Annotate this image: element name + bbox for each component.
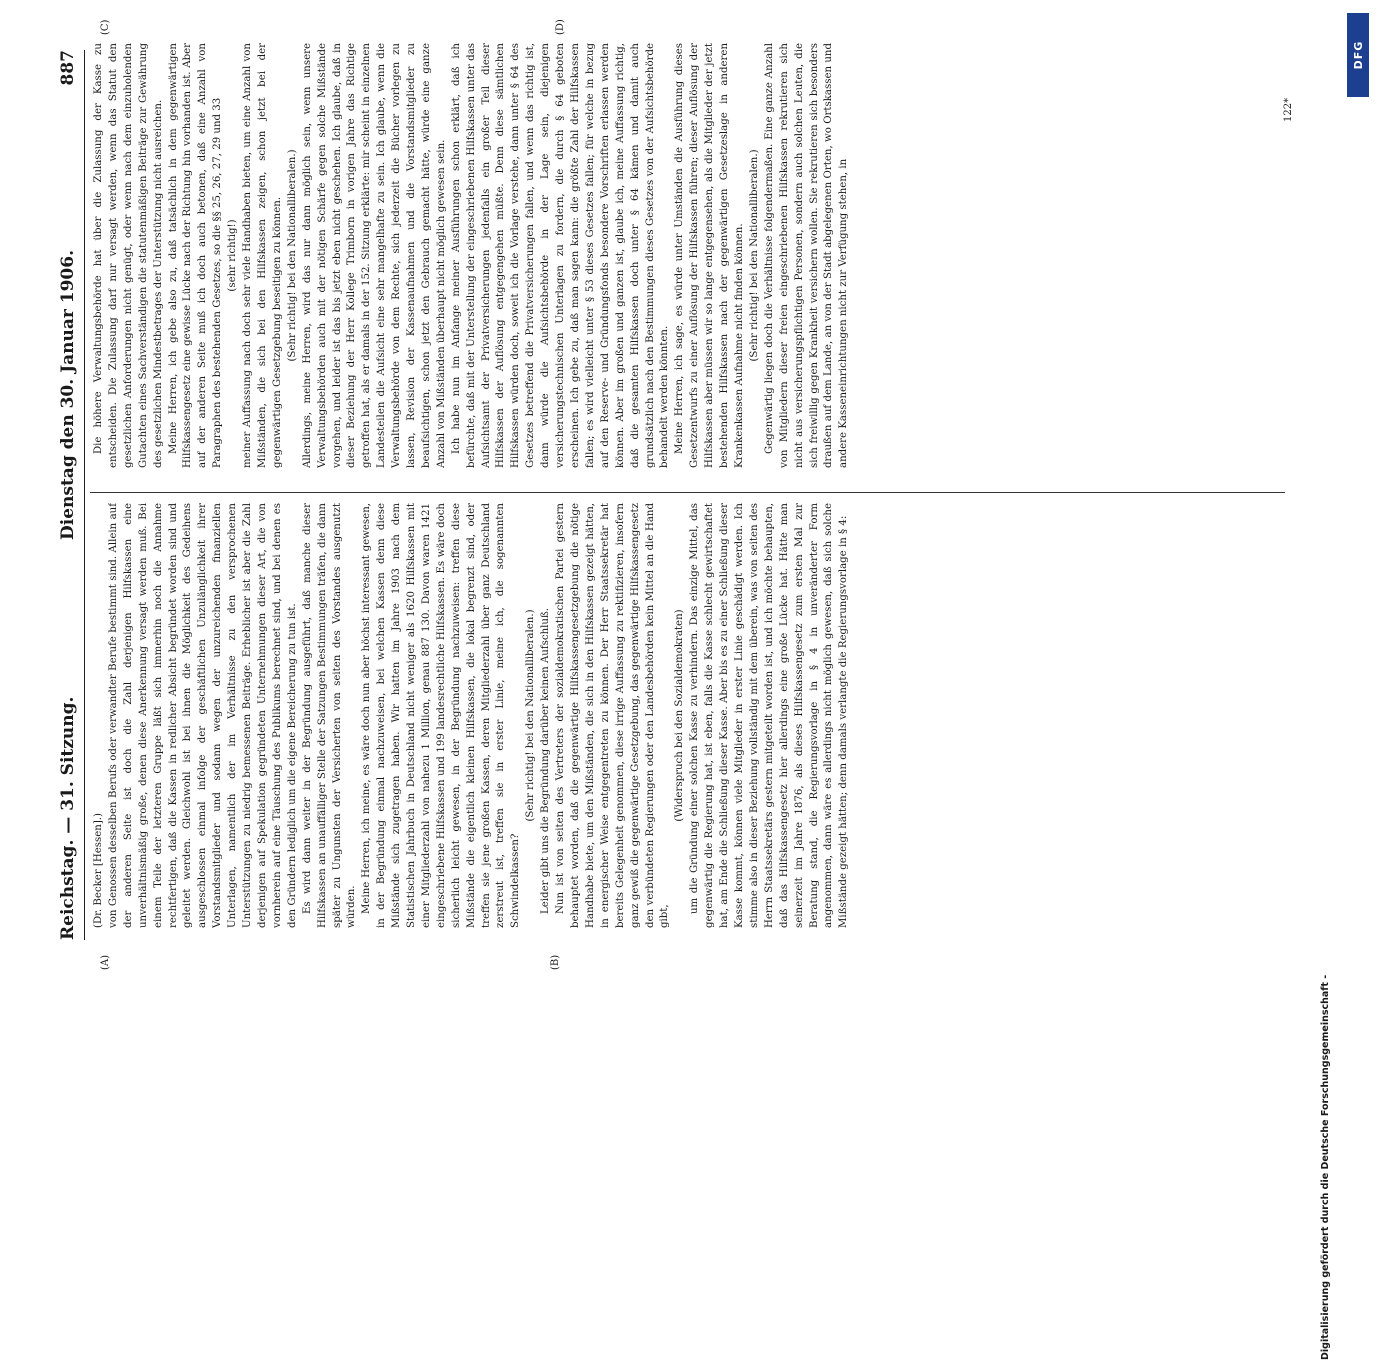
paragraph: Meine Herren, ich gebe also zu, daß tatsächlich in dem gegenwärtigen Hilfskassengesetz eine gewisse Lücke nach der Richtung hin vorhanden ist. Aber auf der anderen Seite muß ich doch auch betonen, daß eine Anzahl von Paragraphen des bestehenden Gesetzes, so die §§ 25, 26, 27, 29 und 33 [167, 43, 224, 468]
paragraph: Leider gibt uns die Begründung darüber keinen Aufschluß. [540, 608, 552, 914]
margin-marker-a: (A) [100, 954, 111, 970]
margin-marker-c: (C) [100, 19, 111, 35]
paragraph: Ich habe nun im Anfange meiner Ausführungen schon erklärt, daß ich befürchte, daß mit der Unterstellung der eingeschriebenen Hilfskassen unter das Aufsichtsamt der Privatversicherungen jedenfalls ein großer Teil dieser Hilfskassen der Auflösung entgegengehen müßte. Denn diese sämtlichen Hilfskassen würden doch, soweit ich die Vorlage verstehe, dann unter § 64 des Gesetzes betreffend die Privatversicherungen fallen, und wenn das richtig ist, dann würde die Aufsichtsbehörde in der Lage sein, diejenigen versicherungstechnischen Unterlagen zu fordern, die durch § 64 geboten erscheinen. Ich gebe zu, daß man sagen kann: die größte Zahl der Hilfskassen fallen; es wird vielleicht unter § 53 dieses Gesetzes fallen; für welche in bezug auf den Reserve- und Gründungsfonds besondere Vorschriften erlassen werden können. Aber im großen und ganzen ist, glaube ich, meine Auffassung richtig, daß die gesamten Hilfskassen doch unter § 64 kämen und damit auch grundsätzlich nach den Bestimmungen dieses Gesetzes von der Aufsichtsbehörde behandelt werden könnten. [450, 43, 671, 468]
header-rule [84, 50, 85, 940]
paragraph: (Sehr richtig! bei den Nationalliberalen.) [286, 149, 298, 362]
left-text-column [92, 503, 1282, 928]
paragraph: Die höhere Verwaltungsbehörde hat über die Zulassung der Kasse zu entscheiden. Die Zulassung darf nur versagt werden, wenn das Statut den gesetzlichen Anforderungen nicht genügt, oder wenn nach dem einzuholenden Gutachten eines Sachverständigen die statutenmäßigen Beiträge zur Gewährung des gesetzlichen Mindestbetrages der Unterstützung nicht ausreichen. [93, 43, 164, 468]
paragraph: von Genossen desselben Berufs oder verwandter Berufe bestimmt sind. Allein auf der anderen Seite ist doch die Zahl derjenigen Hilfskassen eine unverhältnismäßig große, denen diese Anerkennung versagt werden muß. Bei einem Teile der letzteren Gruppe läßt sich immerhin noch die Annahme rechtfertigen, daß die Kassen in redlicher Absicht begründet worden sind und geleitet werden. Gleichwohl ist bei ihnen die Möglichkeit des Gedeihens ausgeschlossen einmal infolge der geschäftlichen Unzulänglichkeit ihrer Vorstandsmitglieder und sodann wegen der unzureichenden finanziellen Unterlagen, namentlich der im Verhältnisse zu den versprochenen Unterstützungen zu niedrig bemessenen Beiträge. Erheblicher ist aber die Zahl derjenigen auf Spekulation gegründeten Unternehmungen dieser Art, die von vornherein auf eine Täuschung des Publikums berechnet sind, und bei denen es den Gründern lediglich um die eigene Bereicherung zu tun ist. [107, 503, 298, 928]
paragraph: um die Gründung einer solchen Kasse zu verhindern. Das einzige Mittel, das gegenwärtig die Regierung hat, ist eben, falls die Kasse schlecht gewirtschaftet hat, am Ende die Schließung dieser Kasse. Aber bis es zu einer Schließung dieser Kasse kommt, können viele Mitglieder in erster Linie geschädigt werden. Ich stimme also in dieser Beziehung vollständig mit dem überein, was von seiten des Herrn Staatssekretärs gestern mitgeteilt worden ist, und ich möchte behaupten, daß das Hilfskassengesetz hier allerdings eine große Lücke hat. Hätte man seinerzeit im Jahre 1876, als dieses Hilfskassengesetz zum ersten Mal zur Beratung stand, die Regierungsvorlage in § 4 in unveränderter Form angenommen, dann wäre es allerdings nicht möglich gewesen, daß sich solche Mißstände gezeigt hätten; denn damals verlangte die Regierungsvorlage in § 4: [689, 503, 850, 928]
page-header [58, 50, 82, 940]
header-session: Reichstag. — 31. Sitzung. [58, 696, 78, 940]
page-number: 887 [58, 50, 78, 86]
column-divider [90, 492, 1285, 493]
paragraph: Nun ist von seiten des Vertreters der sozialdemokratischen Partei gestern behauptet worden, daß die gegenwärtige Hilfskassengesetzgebung die nötige Handhabe biete, um den Mißständen, die sich in den Hilfskassen gezeigt hätten, in energischer Weise entgegentreten zu können. Der Herr Staatssekretär hat bereits Gelegenheit genommen, diese irrige Auffassung zu rektifizieren, insofern ganz gewiß die gegenwärtige Gesetzgebung, das gegenwärtige Hilfskassengesetz den verbündeten Regierungen oder den Landesbehörden kein Mittel an die Hand gibt, [555, 503, 671, 928]
paragraph: meiner Auffassung nach doch sehr viele Handhaben bieten, um eine Anzahl von Mißständen, die sich bei den Hilfskassen zeigen, schon jetzt bei der gegenwärtigen Gesetzgebung beseitigen zu können. [242, 43, 283, 468]
paragraph: (sehr richtig!) [227, 219, 239, 292]
margin-marker-d: (D) [555, 19, 566, 35]
digitization-credit: Digitalisierung gefördert durch die Deutsche Forschungsgemeinschaft - [1320, 974, 1331, 1360]
right-text-column [92, 43, 1282, 468]
header-date: Dienstag den 30. Januar 1906. [58, 250, 78, 540]
paragraph: Es wird dann weiter in der Begründung ausgeführt, daß manche dieser Hilfskassen an unauffälliger Stelle der Satzungen Bestimmungen träfen, die dann später zu Ungunsten der Versicherten von seiten des Vorstandes ausgenutzt würden. [301, 503, 358, 928]
paragraph: (Sehr richtig! bei den Nationalliberalen.) [748, 149, 760, 362]
paragraph: (Dr. Becker [Hessen].) [93, 812, 104, 928]
paragraph: Gegenwärtig liegen doch die Verhältnisse folgendermaßen. Eine ganze Anzahl von Mitgliedern dieser freien eingeschriebenen Hilfskassen rekrutieren sich nicht aus versicherungspflichtigen Personen, sondern auch solchen Leuten, die sich freiwillig gegen Krankheit versichern wollen. Sie rekrutieren sich besonders draußen auf dem Lande, an von der Stadt abgelegenen Orten, wo Ortskassen und andere Kasseneinrichtungen nicht zur Verfügung stehen, in [763, 43, 850, 468]
signature-mark: 122* [1283, 97, 1294, 122]
paragraph: (Widerspruch bei den Sozialdemokraten) [674, 609, 686, 822]
margin-marker-b: (B) [550, 954, 561, 970]
dfg-logo: DFG [1347, 13, 1369, 97]
paragraph: Allerdings, meine Herren, wird das nur dann möglich sein, wenn unsere Verwaltungsbehörden auch mit der nötigen Schärfe gegen solche Mißstände vorgehen, und leider ist das bis jetzt eben nicht geschehen. Ich glaube, daß in dieser Beziehung der Herr Kollege Trimborn in vorigen Jahre das Richtige getroffen hat, als er damals in der 152. Sitzung erklärte: mir scheint in einzelnen Landesteilen die Aufsicht eine sehr mangelhafte zu sein. Ich glaube, wenn die Verwaltungsbehörde von dem Rechte, sich jederzeit die Bücher vorlegen zu lassen, Revision der Kassenaufnahmen und die Vorstandsmitglieder zu beaufsichtigen, schon jetzt den Gebrauch gemacht hätte, würde eine ganze Anzahl von Mißständen überhaupt nicht möglich gewesen sein. [301, 43, 447, 468]
paragraph: Meine Herren, ich meine, es wäre doch nun aber höchst interessant gewesen, in der Begründung einmal nachzuweisen, bei welchen Kassen denn diese Mißstände sich zugetragen haben. Wir hatten im Jahre 1903 nach dem Statistischen Jahrbuch in Deutschland nicht weniger als 1620 Hilfskassen mit einer Mitgliederzahl von nahezu 1 Million, genau 887 130. Davon waren 1421 eingeschriebene Hilfskassen und 199 landesrechtliche Hilfskassen. Es wäre doch sicherlich leicht gewesen, in der Begründung nachzuweisen: treffen diese Mißstände die eigentlich kleinen Hilfskassen, die lokal begrenzt sind, oder treffen sie jene großen Kassen, deren Mitgliederzahl über ganz Deutschland zerstreut ist, treffen sie in erster Linie, meine ich, die sogenannten Schwindelkassen? [361, 503, 522, 928]
paragraph: Meine Herren, ich sage, es würde unter Umständen die Ausführung dieses Gesetzentwurfs zu einer Auflösung der Hilfskassen führen; dieser Auflösung der Hilfskassen aber müssen wir so lange entgegensehen, als die Mitglieder der jetzt bestehenden Hilfskassen nach der gegenwärtigen Gesetzeslage in anderen Krankenkassen Aufnahme nicht finden können. [674, 43, 745, 468]
paragraph: (Sehr richtig! bei den Nationalliberalen.) [525, 609, 537, 822]
